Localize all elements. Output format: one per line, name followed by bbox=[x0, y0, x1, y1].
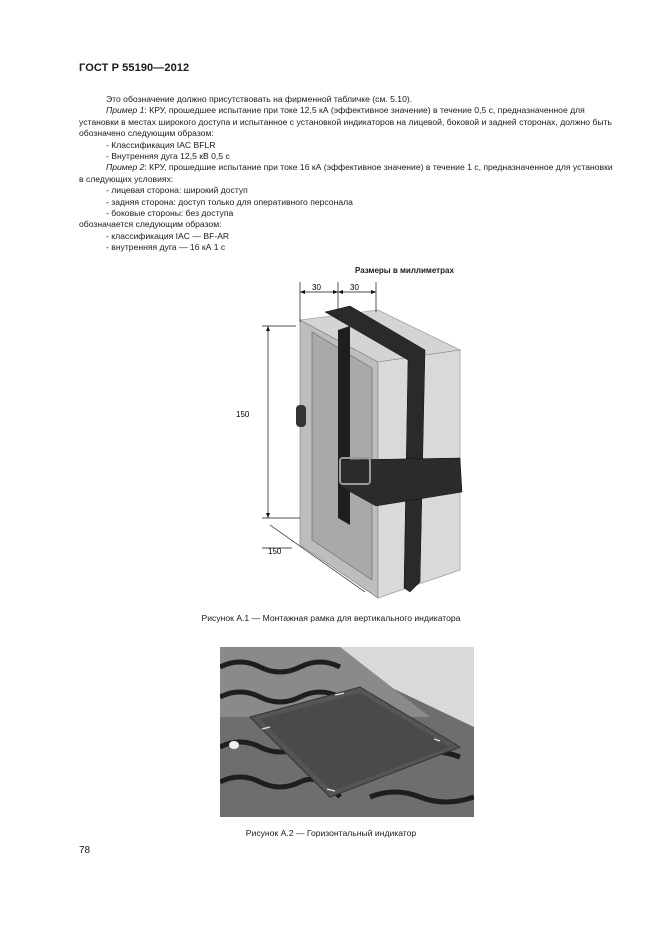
designation-item: - классификация IAC — BF-AR bbox=[106, 230, 230, 241]
dim-height: 150 bbox=[236, 410, 250, 419]
dim-depth: 150 bbox=[268, 547, 282, 556]
example2-label: Пример 2 bbox=[106, 162, 145, 173]
example1-text: : КРУ, прошедшее испытание при токе 12,5 кА (эффективное значение) в течение 0,5 с, предназначенное для установки в местах широкого доступа и испытанное с установкой индикаторов на лицевой, боковой и задней сторонах, должно быть обозначено следующим образом: bbox=[79, 105, 612, 139]
example1-label: Пример 1 bbox=[106, 105, 145, 116]
page-number: 78 bbox=[79, 845, 91, 856]
mounting-frame-drawing bbox=[200, 262, 500, 602]
example2-text: : КРУ, прошедшие испытание при токе 16 кА (эффективное значение) в течение 1 с, предназначенное для установки в следующих условиях: bbox=[79, 162, 613, 184]
designation-item: - внутренняя дуга — 16 кА 1 с bbox=[106, 242, 226, 253]
figure1-title: Размеры в миллиметрах bbox=[355, 266, 454, 275]
body-text bbox=[79, 94, 614, 254]
example2-item: - задняя сторона: доступ только для оперативного персонала bbox=[106, 196, 353, 207]
example2-item: - лицевая сторона: широкий доступ bbox=[106, 185, 248, 196]
horizontal-indicator-photo bbox=[220, 647, 474, 817]
example1-paragraph bbox=[79, 105, 614, 139]
designation-intro: обозначается следующим образом: bbox=[79, 219, 222, 230]
example2-paragraph bbox=[79, 162, 614, 185]
example2-item: - боковые стороны: без доступа bbox=[106, 208, 234, 219]
document-header: ГОСТ Р 55190—2012 bbox=[79, 62, 190, 74]
example1-item: - Внутренняя дуга 12,5 кВ 0,5 с bbox=[106, 151, 230, 162]
dim-top-right: 30 bbox=[350, 283, 359, 292]
figure2-caption: Рисунок А.2 — Горизонтальный индикатор bbox=[245, 828, 417, 838]
intro-paragraph: Это обозначение должно присутствовать на фирменной табличке (см. 5.10). bbox=[106, 94, 413, 104]
example1-item: - Классификация IAC BFLR bbox=[106, 139, 216, 150]
dim-top-left: 30 bbox=[312, 283, 321, 292]
figure1-caption: Рисунок А.1 — Монтажная рамка для вертикального индикатора bbox=[201, 613, 461, 623]
